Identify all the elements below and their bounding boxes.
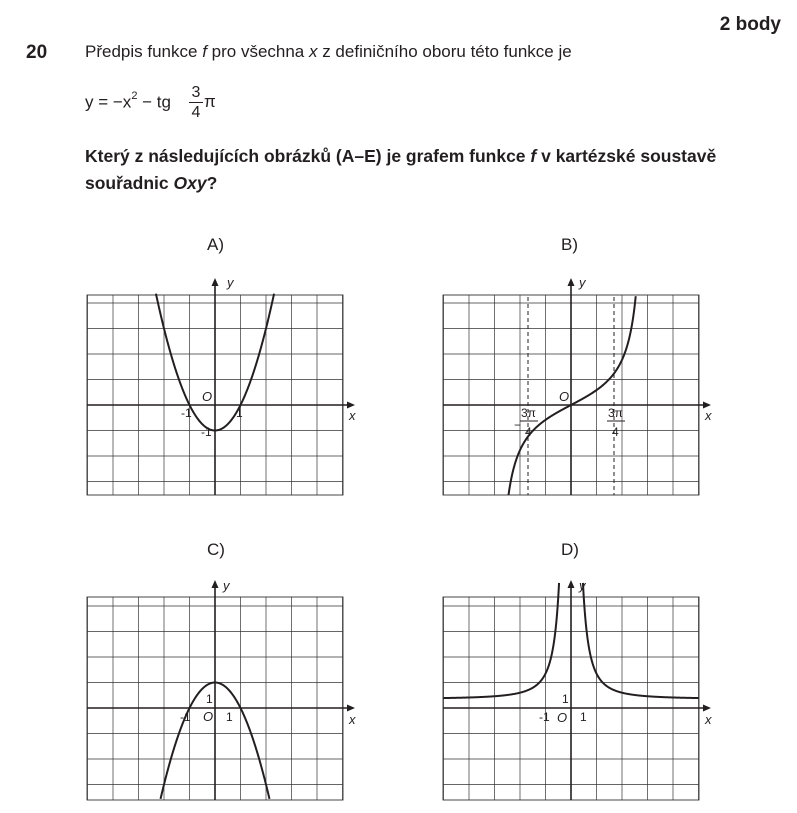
panel-b-y-arrow (568, 278, 575, 286)
panel-b-minus-sign: − (514, 418, 522, 432)
fraction-denominator: 4 (191, 104, 201, 121)
panel-c-label: C) (207, 540, 225, 559)
points-label: 2 body (719, 14, 781, 35)
panel-a-origin-label: O (202, 389, 213, 404)
question-oxy: Oxy (173, 173, 207, 193)
stem-text-3: z definičního oboru této funkce je (317, 42, 572, 61)
panel-b-label: B) (561, 235, 578, 254)
panel-a-label: A) (207, 235, 224, 254)
panel-c-tick-y-pos: 1 (206, 692, 213, 706)
panel-c-axis-x-label: x (349, 712, 356, 727)
formula-exponent: 2 (131, 90, 138, 102)
question-text-2: v kartézské soustavě souřadnic (85, 146, 717, 193)
panel-a-tick-y-neg: -1 (201, 425, 212, 439)
question-text-1: Který z následujících obrázků (A–E) je grafem funkce (85, 146, 531, 166)
panel-d-axis-y-label: y (579, 578, 586, 593)
panel-b-origin-label: O (559, 389, 570, 404)
panel-d-tick-y-pos: 1 (562, 692, 569, 706)
panel-c-axis-y-label: y (223, 578, 230, 593)
panel-d-axis-x-label: x (705, 712, 712, 727)
panel-c-x-arrow (347, 705, 355, 712)
panel-c-tick-x-neg: -1 (180, 710, 191, 724)
panel-d-origin-label: O (557, 710, 568, 725)
question-number: 20 (26, 42, 48, 63)
panel-a-grid (87, 278, 355, 495)
panel-d-y-arrow (568, 580, 575, 588)
panel-b-tick-pos-num: 3π (608, 406, 623, 420)
panel-d-x-arrow (703, 705, 711, 712)
panel-a-tick-x-neg: -1 (181, 406, 192, 420)
panel-c-tick-x-pos: 1 (226, 710, 233, 724)
stem-text-2: pro všechna (206, 42, 309, 61)
panel-c-origin-label: O (203, 709, 214, 724)
stem-variable-x: x (308, 42, 318, 61)
formula-pi: π (204, 92, 216, 111)
panel-a-tick-x-pos: 1 (236, 406, 243, 420)
panel-d-label: D) (561, 540, 579, 559)
stem-function-name: f (202, 42, 207, 61)
panel-b-axis-x-label: x (705, 408, 712, 423)
panel-b-tick-pos-den: 4 (612, 425, 619, 439)
fraction-numerator: 3 (191, 84, 201, 101)
question-text-end: ? (206, 173, 218, 193)
panel-d-tick-x-neg: -1 (539, 710, 550, 724)
panel-b-grid (443, 278, 711, 495)
panel-a-y-arrow (212, 278, 219, 286)
panel-a-axis-y-label: y (227, 275, 234, 290)
formula-tg: − tg (137, 92, 171, 112)
formula-lhs: y = −x (85, 92, 132, 112)
stem-text-1: Předpis funkce (85, 42, 203, 61)
panel-a-axis-x-label: x (349, 408, 356, 423)
panel-b-axis-y-label: y (579, 275, 586, 290)
panel-d-grid (443, 580, 711, 800)
question-function-name: f (530, 146, 537, 166)
panel-c-y-arrow (212, 580, 219, 588)
panel-b-tick-neg-num: 3π (521, 406, 536, 420)
panel-d-tick-x-pos: 1 (580, 710, 587, 724)
panel-b-tick-neg-den: 4 (525, 425, 532, 439)
panel-c-grid (87, 580, 355, 800)
